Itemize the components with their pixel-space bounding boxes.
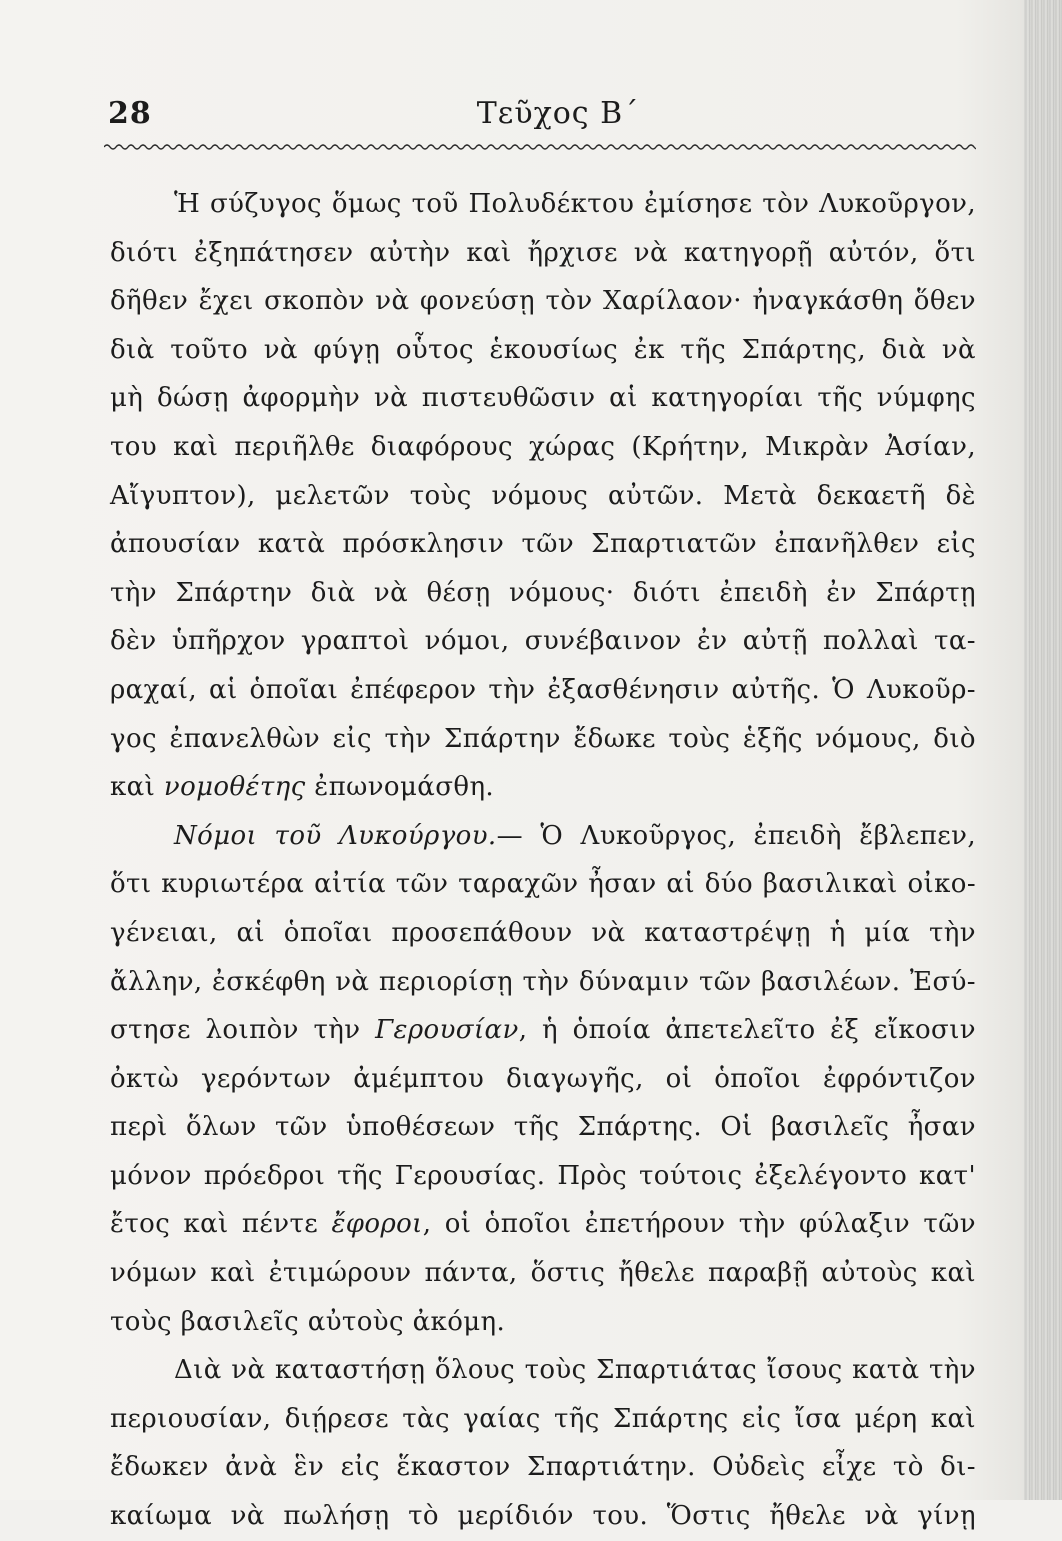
running-head: Τεῦχος Β΄ bbox=[476, 96, 640, 131]
text-line: περὶ ὅλων τῶν ὑποθέσεων τῆς Σπάρτης. Οἱ βασιλεῖς ἦσαν bbox=[110, 1112, 976, 1143]
text-line bbox=[110, 1006, 976, 1055]
italic-term: νομοθέτης bbox=[163, 772, 306, 803]
text-run: ἔτος καὶ πέντε bbox=[110, 1209, 332, 1240]
body-text bbox=[110, 180, 976, 1541]
text-run: , οἱ ὁποῖοι ἐπετήρουν τὴν φύλαξιν τῶν bbox=[422, 1209, 976, 1240]
text-line: του καὶ περιῆλθε διαφόρους χώρας (Κρήτην, Μικρὰν Ἀσίαν, bbox=[110, 431, 976, 462]
paragraph-1 bbox=[110, 180, 976, 812]
paragraph-3 bbox=[110, 1346, 976, 1540]
text-run: , ἡ ὁποία ἀπετελεῖτο ἐξ εἴκοσιν bbox=[518, 1015, 976, 1046]
page-edge bbox=[1024, 0, 1062, 1500]
text-line: ἀπουσίαν κατὰ πρόσκλησιν τῶν Σπαρτιατῶν ἐπανῆλθεν εἰς bbox=[110, 529, 976, 560]
italic-term: Γερουσίαν bbox=[375, 1015, 519, 1046]
text-line: διὰ τοῦτο νὰ φύγῃ οὗτος ἑκουσίως ἐκ τῆς Σπάρτης, διὰ νὰ bbox=[110, 334, 976, 365]
text-line: νόμων καὶ ἐτιμώρουν πάντα, ὅστις ἤθελε παραβῇ αὐτοὺς καὶ bbox=[110, 1258, 976, 1289]
text-line: Ἡ σύζυγος ὅμως τοῦ Πολυδέκτου ἐμίσησε τὸν Λυκοῦργον, bbox=[174, 189, 976, 219]
text-line: γος ἐπανελθὼν εἰς τὴν Σπάρτην ἔδωκε τοὺς ἑξῆς νόμους, διὸ bbox=[110, 723, 976, 754]
text-line: ραχαί, αἱ ὁποῖαι ἐπέφερον τὴν ἐξασθένησιν αὐτῆς. Ὁ Λυκοῦρ- bbox=[110, 674, 976, 705]
text-line: τὴν Σπάρτην διὰ νὰ θέσῃ νόμους· διότι ἐπειδὴ ἐν Σπάρτῃ bbox=[110, 577, 976, 608]
italic-term: ἔφοροι bbox=[331, 1209, 423, 1240]
text-line: ἄλλην, ἐσκέφθη νὰ περιορίσῃ τὴν δύναμιν τῶν βασιλέων. Ἐσύ- bbox=[110, 966, 976, 997]
text-run: καὶ bbox=[110, 772, 164, 803]
text-line: ὅτι κυριωτέρα αἰτία τῶν ταραχῶν ἦσαν αἱ δύο βασιλικαὶ οἰκο- bbox=[110, 869, 976, 900]
text-line bbox=[110, 812, 976, 861]
text-run: στησε λοιπὸν τὴν bbox=[110, 1015, 376, 1046]
text-line: καίωμα νὰ πωλήσῃ τὸ μερίδιόν του. Ὅστις ἤθελε νὰ γίνῃ bbox=[110, 1501, 976, 1532]
text-line: τοὺς βασιλεῖς αὐτοὺς ἀκόμη. bbox=[110, 1306, 506, 1337]
page-number: 28 bbox=[108, 96, 152, 131]
header-wavy-rule bbox=[104, 142, 976, 152]
text-run: ἐπωνομάσθη. bbox=[305, 772, 495, 803]
text-line: ἔδωκεν ἀνὰ ἓν εἰς ἕκαστον Σπαρτιάτην. Οὐδεὶς εἶχε τὸ δι- bbox=[110, 1452, 976, 1483]
text-line: μὴ δώσῃ ἀφορμὴν νὰ πιστευθῶσιν αἱ κατηγορίαι τῆς νύμφης bbox=[110, 383, 976, 414]
text-line: Διὰ νὰ καταστήσῃ ὅλους τοὺς Σπαρτιάτας ἴσους κατὰ τὴν bbox=[174, 1355, 976, 1386]
page-header bbox=[108, 96, 976, 136]
text-run: — Ὁ Λυκοῦργος, ἐπειδὴ ἔβλεπεν, bbox=[496, 820, 976, 851]
text-line: ὀκτὼ γερόντων ἀμέμπτου διαγωγῆς, οἱ ὁποῖοι ἐφρόντιζον bbox=[110, 1063, 976, 1094]
text-line: διότι ἐξηπάτησεν αὐτὴν καὶ ἤρχισε νὰ κατηγορῇ αὐτόν, ὅτι bbox=[110, 237, 976, 268]
text-line: Αἴγυπτον), μελετῶν τοὺς νόμους αὐτῶν. Μετὰ δεκαετῆ δὲ bbox=[110, 480, 976, 511]
text-line: γένειαι, αἱ ὁποῖαι προσεπάθουν νὰ καταστρέψῃ ἡ μία τὴν bbox=[110, 917, 976, 948]
section-heading: Νόμοι τοῦ Λυκούργου. bbox=[174, 820, 497, 851]
text-line: μόνον πρόεδροι τῆς Γερουσίας. Πρὸς τούτοις ἐξελέγοντο κατ' bbox=[110, 1160, 976, 1191]
text-line: δὲν ὑπῆρχον γραπτοὶ νόμοι, συνέβαινον ἐν αὐτῇ πολλαὶ τα- bbox=[110, 626, 976, 657]
text-line bbox=[110, 763, 976, 812]
paragraph-2 bbox=[110, 812, 976, 1347]
text-line: περιουσίαν, διῄρεσε τὰς γαίας τῆς Σπάρτης εἰς ἴσα μέρη καὶ bbox=[110, 1403, 976, 1434]
text-line bbox=[110, 1200, 976, 1249]
text-line: δῆθεν ἔχει σκοπὸν νὰ φονεύσῃ τὸν Χαρίλαον· ἠναγκάσθη ὅθεν bbox=[110, 286, 976, 317]
